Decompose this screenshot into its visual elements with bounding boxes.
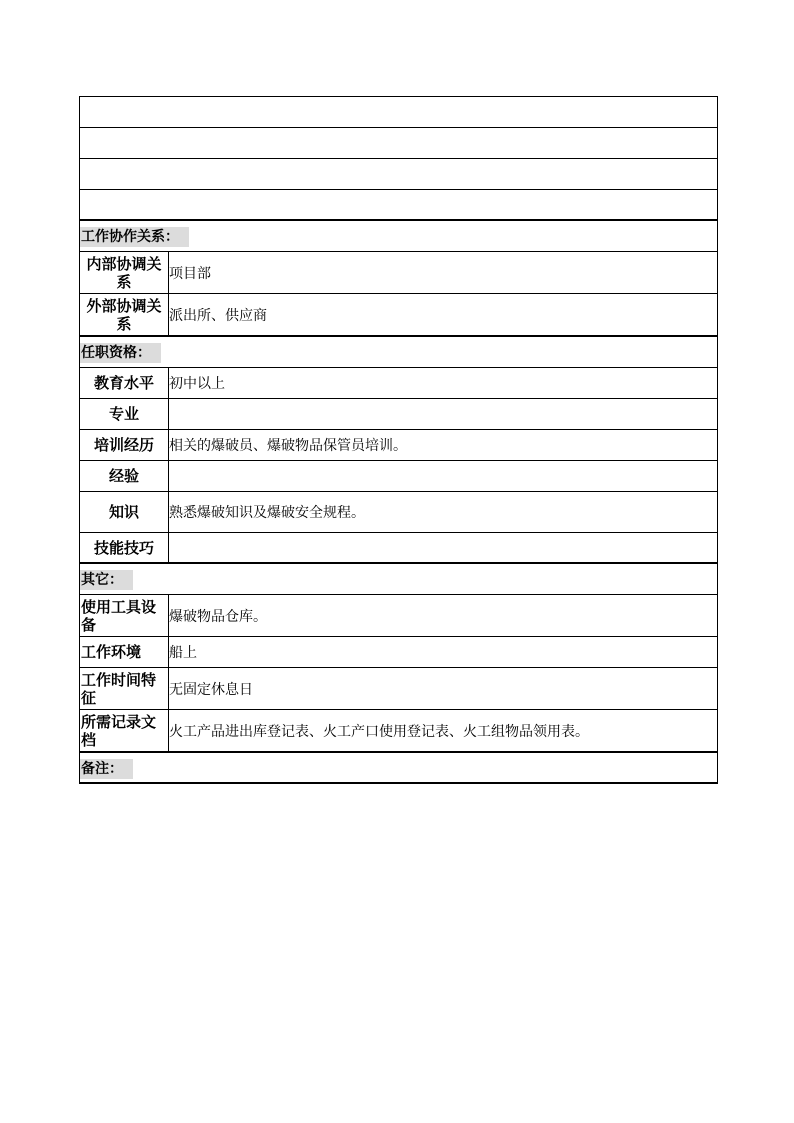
row-label: 经验 bbox=[80, 461, 169, 491]
row-value: 相关的爆破员、爆破物品保管员培训。 bbox=[169, 438, 407, 454]
row-label: 技能技巧 bbox=[80, 533, 169, 562]
row-value bbox=[169, 533, 717, 562]
table-row bbox=[80, 399, 717, 430]
table-row bbox=[80, 595, 717, 637]
section-header-qualification bbox=[80, 337, 717, 368]
table-row bbox=[80, 492, 717, 533]
table-row bbox=[80, 294, 717, 337]
row-label: 培训经历 bbox=[80, 430, 169, 460]
table-row bbox=[80, 368, 717, 399]
blank-row bbox=[80, 128, 717, 159]
section-title: 任职资格： bbox=[80, 343, 161, 363]
blank-row bbox=[80, 159, 717, 190]
row-value: 项目部 bbox=[169, 265, 211, 282]
row-value bbox=[169, 399, 717, 429]
row-label: 专业 bbox=[80, 399, 169, 429]
table-row bbox=[80, 461, 717, 492]
section-title: 备注： bbox=[80, 759, 133, 779]
row-label: 工作环境 bbox=[80, 637, 169, 667]
section-header-remarks bbox=[80, 753, 717, 784]
row-label: 教育水平 bbox=[80, 368, 169, 398]
section-title: 工作协作关系： bbox=[80, 227, 189, 247]
job-description-table bbox=[79, 96, 718, 784]
blank-row bbox=[80, 97, 717, 128]
row-value: 无固定休息日 bbox=[169, 681, 253, 698]
row-value: 爆破物品仓库。 bbox=[169, 608, 267, 625]
row-label: 所需记录文档 bbox=[80, 710, 169, 751]
section-title: 其它： bbox=[80, 570, 133, 590]
row-value: 船上 bbox=[169, 645, 197, 661]
table-row bbox=[80, 710, 717, 753]
table-row bbox=[80, 533, 717, 564]
table-row bbox=[80, 637, 717, 668]
table-row bbox=[80, 252, 717, 294]
row-value: 派出所、供应商 bbox=[169, 307, 267, 324]
row-label: 外部协调关系 bbox=[80, 294, 169, 335]
table-row bbox=[80, 668, 717, 710]
row-label: 使用工具设备 bbox=[80, 595, 169, 636]
row-value: 熟悉爆破知识及爆破安全规程。 bbox=[169, 505, 365, 521]
row-label: 内部协调关系 bbox=[80, 252, 169, 293]
table-row bbox=[80, 430, 717, 461]
row-label: 知识 bbox=[80, 492, 169, 532]
row-value: 初中以上 bbox=[169, 376, 225, 392]
section-header-other bbox=[80, 564, 717, 595]
section-header-cooperation bbox=[80, 221, 717, 252]
blank-row bbox=[80, 190, 717, 221]
row-value bbox=[169, 461, 717, 491]
row-label: 工作时间特征 bbox=[80, 668, 169, 709]
row-value: 火工产品进出库登记表、火工产口使用登记表、火工组物品领用表。 bbox=[169, 723, 589, 740]
